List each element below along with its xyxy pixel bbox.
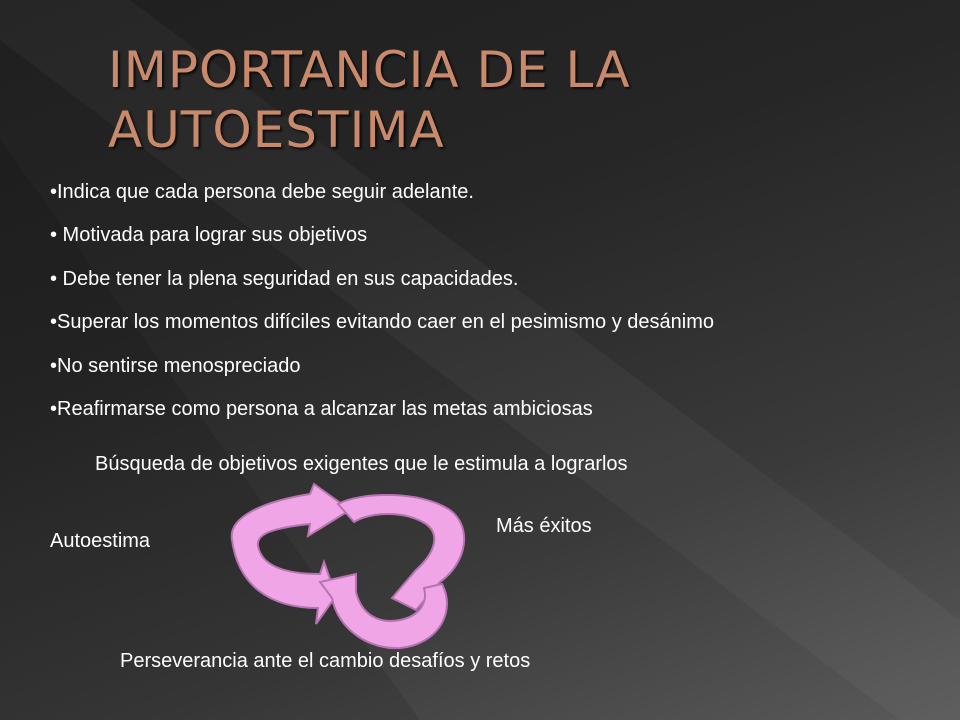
bullet-item: •Superar los momentos difíciles evitando caer en el pesimismo y desánimo [50, 311, 714, 334]
bullet-item: •Reafirmarse como persona a alcanzar las metas ambiciosas [50, 397, 593, 420]
title-line-2: AUTOESTIMA [108, 101, 445, 159]
cycle-label-bottom: Perseverancia ante el cambio desafíos y retos [120, 650, 531, 672]
bullet-item: •No sentirse menospreciado [50, 354, 301, 377]
bullet-item: •Indica que cada persona debe seguir adelante. [50, 181, 474, 203]
slide-title [108, 40, 908, 160]
cycle-diagram [220, 470, 480, 655]
cycle-label-left: Autoestima [50, 530, 151, 552]
cycle-label-right: Más éxitos [496, 515, 592, 537]
bullet-list [50, 180, 930, 440]
title-line-1: IMPORTANCIA DE LA [108, 41, 631, 99]
cycle-label-top: Búsqueda de objetivos exigentes que le estimula a lograrlos [95, 453, 628, 475]
bullet-item: • Debe tener la plena seguridad en sus capacidades. [50, 267, 519, 290]
bullet-item: • Motivada para lograr sus objetivos [50, 224, 368, 247]
